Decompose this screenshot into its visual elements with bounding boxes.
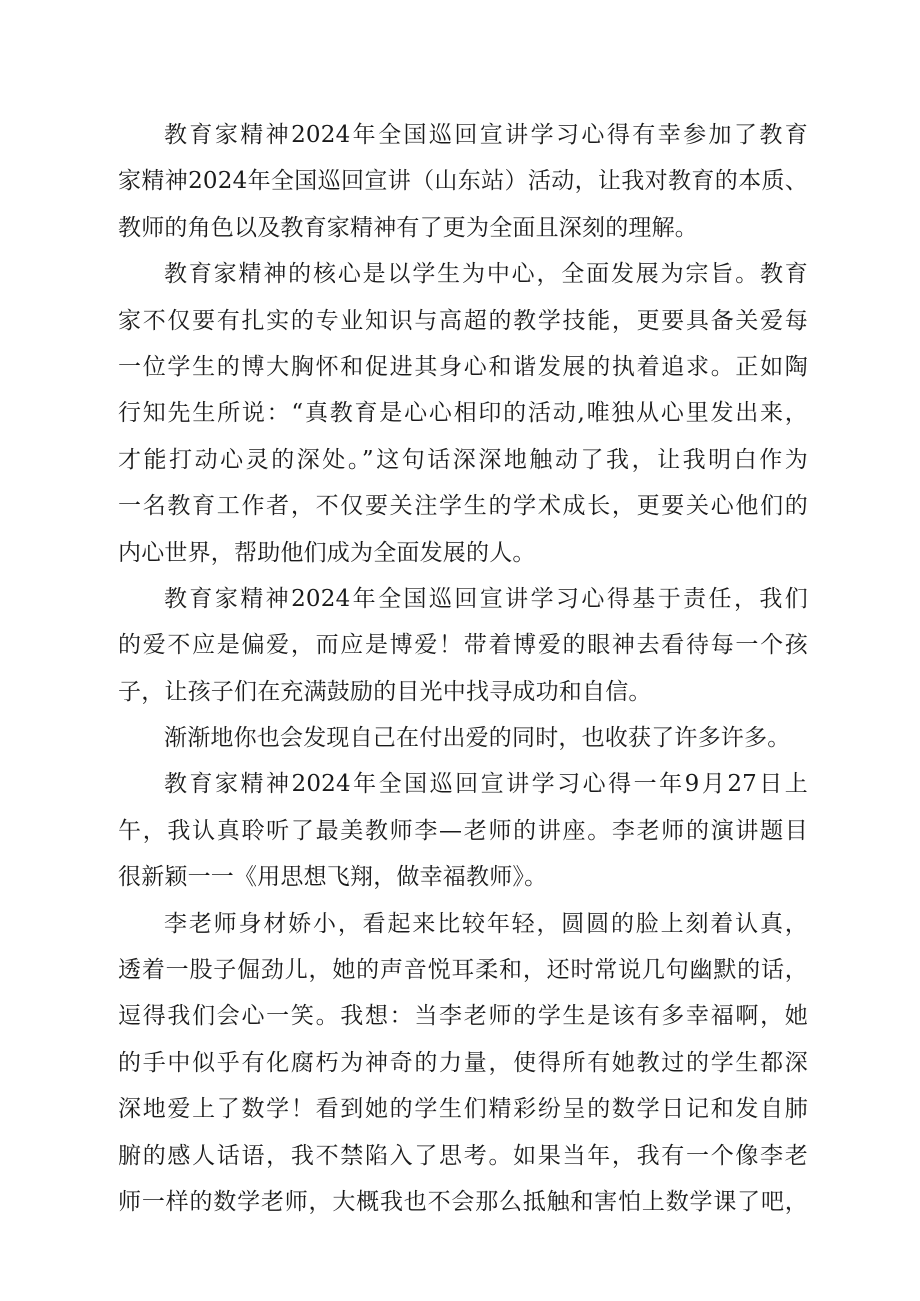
text-line: 教师的角色以及教育家精神有了更为全面且深刻的理解。 — [118, 214, 698, 241]
paragraph-1 — [118, 112, 808, 251]
text-line: 家精神2024年全国巡回宣讲（山东站）活动，让我对教育的本质、 — [118, 168, 808, 195]
paragraph-2 — [118, 251, 808, 576]
text-line: 一名教育工作者，不仅要关注学生的学术成长，更要关心他们的 — [118, 493, 808, 520]
document-body — [118, 112, 808, 1225]
text-line: 一位学生的博大胸怀和促进其身心和谐发展的执着追求。正如陶 — [118, 353, 808, 380]
text-line: 腑的感人话语，我不禁陷入了思考。如果当年，我有一个像李老 — [118, 1142, 808, 1169]
paragraph-6 — [118, 901, 808, 1226]
text-line: 教育家精神的核心是以学生为中心，全面发展为宗旨。教育 — [164, 261, 808, 288]
text-line: 才能打动心灵的深处。”这句话深深地触动了我，让我明白作为 — [118, 446, 808, 473]
text-line: 子，让孩子们在充满鼓励的目光中找寻成功和自信。 — [118, 678, 652, 705]
text-line: 李老师身材娇小，看起来比较年轻，圆圆的脸上刻着认真， — [164, 910, 808, 937]
text-line: 逗得我们会心一笑。我想：当李老师的学生是该有多幸福啊，她 — [118, 1003, 808, 1030]
text-line: 透着一股子倔劲儿，她的声音悦耳柔和，还时常说几句幽默的话， — [118, 957, 808, 984]
text-line: 渐渐地你也会发现自己在付出爱的同时，也收获了许多许多。 — [164, 725, 791, 752]
text-line: 行知先生所说：“真教育是心心相印的活动,唯独从心里发出来， — [118, 400, 808, 427]
text-line: 很新颖一一《用思想飞翔，做幸福教师》。 — [118, 864, 548, 891]
text-line: 家不仅要有扎实的专业知识与高超的教学技能，更要具备关爱每 — [118, 307, 808, 334]
text-line: 教育家精神2024年全国巡回宣讲学习心得基于责任，我们 — [164, 585, 808, 612]
text-line: 师一样的数学老师，大概我也不会那么抵触和害怕上数学课了吧， — [118, 1188, 808, 1215]
text-line: 的手中似乎有化腐朽为神奇的力量，使得所有她教过的学生都深 — [118, 1049, 808, 1076]
paragraph-4 — [118, 715, 808, 761]
text-line: 午，我认真聆听了最美教师李—老师的讲座。李老师的演讲题目 — [118, 817, 808, 844]
text-line: 的爱不应是偏爱，而应是博爱！带着博爱的眼神去看待每一个孩 — [118, 632, 808, 659]
paragraph-3 — [118, 576, 808, 715]
paragraph-5 — [118, 761, 808, 900]
text-line: 教育家精神2024年全国巡回宣讲学习心得一年9月27日上 — [164, 771, 808, 798]
text-line: 教育家精神2024年全国巡回宣讲学习心得有幸参加了教育 — [164, 122, 808, 148]
text-line: 深地爱上了数学！看到她的学生们精彩纷呈的数学日记和发自肺 — [118, 1096, 808, 1123]
text-line: 内心世界，帮助他们成为全面发展的人。 — [118, 539, 536, 566]
